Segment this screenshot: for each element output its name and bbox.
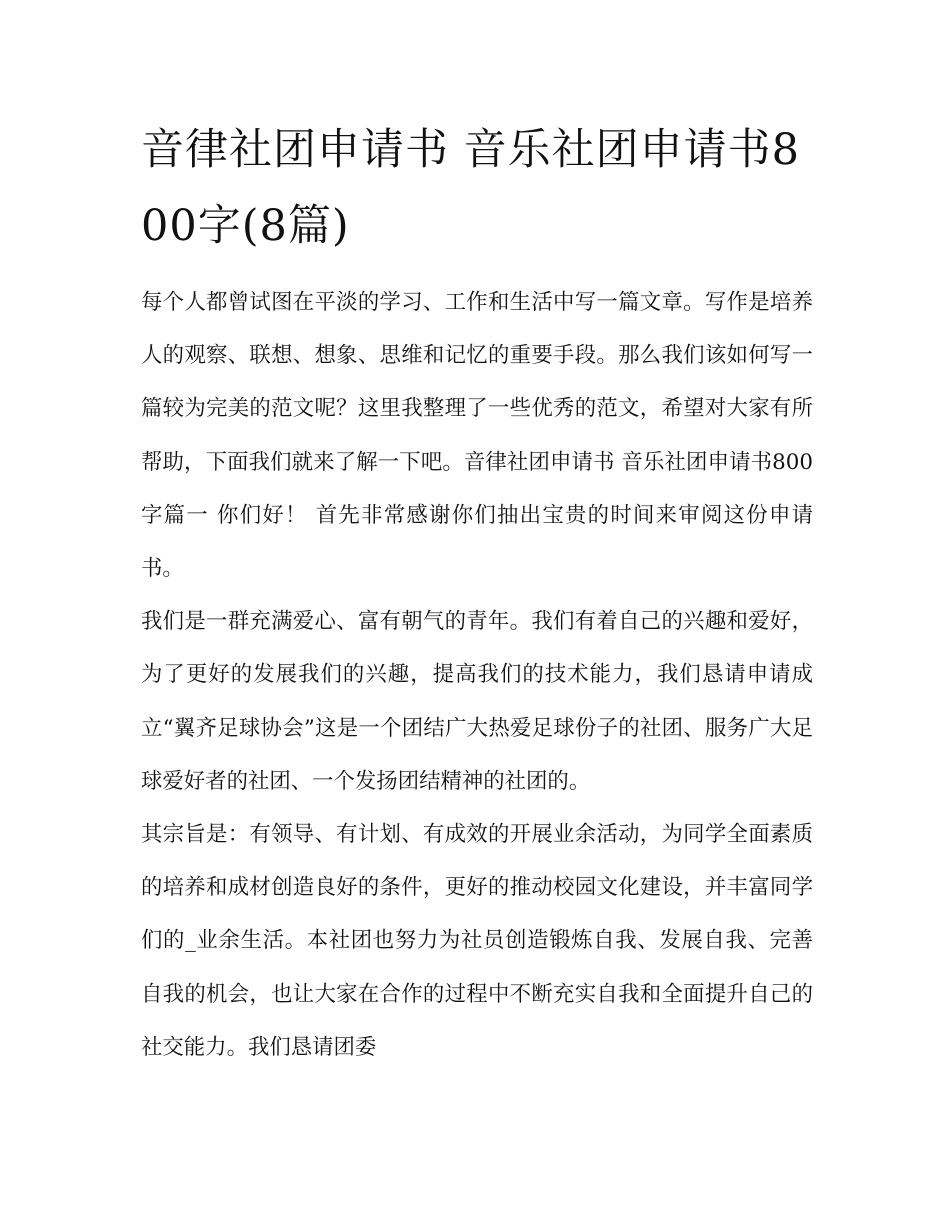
body-paragraph: 其宗旨是：有领导、有计划、有成效的开展业余活动，为同学全面素质的培养和成材创造良好的条件，更好的推动校园文化建设，并丰富同学们的_业余生活。本社团也努力为社员创造锻炼自我、发展自我、完善自我的机会，也让大家在合作的过程中不断充实自我和全面提升自己的社交能力。我们恳请团委: [141, 822, 813, 1060]
document-title: 音律社团申请书 音乐社团申请书800字(8篇): [141, 125, 801, 251]
document-body: [141, 276, 813, 1074]
body-paragraph: 每个人都曾试图在平淡的学习、工作和生活中写一篇文章。写作是培养人的观察、联想、想象、思维和记忆的重要手段。那么我们该如何写一篇较为完美的范文呢？这里我整理了一些优秀的范文，希望对大家有所帮助，下面我们就来了解一下吧。音律社团申请书 音乐社团申请书800字篇一 你们好！ 首先非常感谢你们抽出宝贵的时间来审阅这份申请书。: [141, 290, 813, 582]
body-paragraph: 我们是一群充满爱心、富有朝气的青年。我们有着自己的兴趣和爱好，为了更好的发展我们的兴趣，提高我们的技术能力，我们恳请申请成立“翼齐足球协会”这是一个团结广大热爱足球份子的社团、服务广大足球爱好者的社团、一个发扬团结精神的社团的。: [141, 609, 813, 794]
document-page: [141, 112, 813, 1074]
